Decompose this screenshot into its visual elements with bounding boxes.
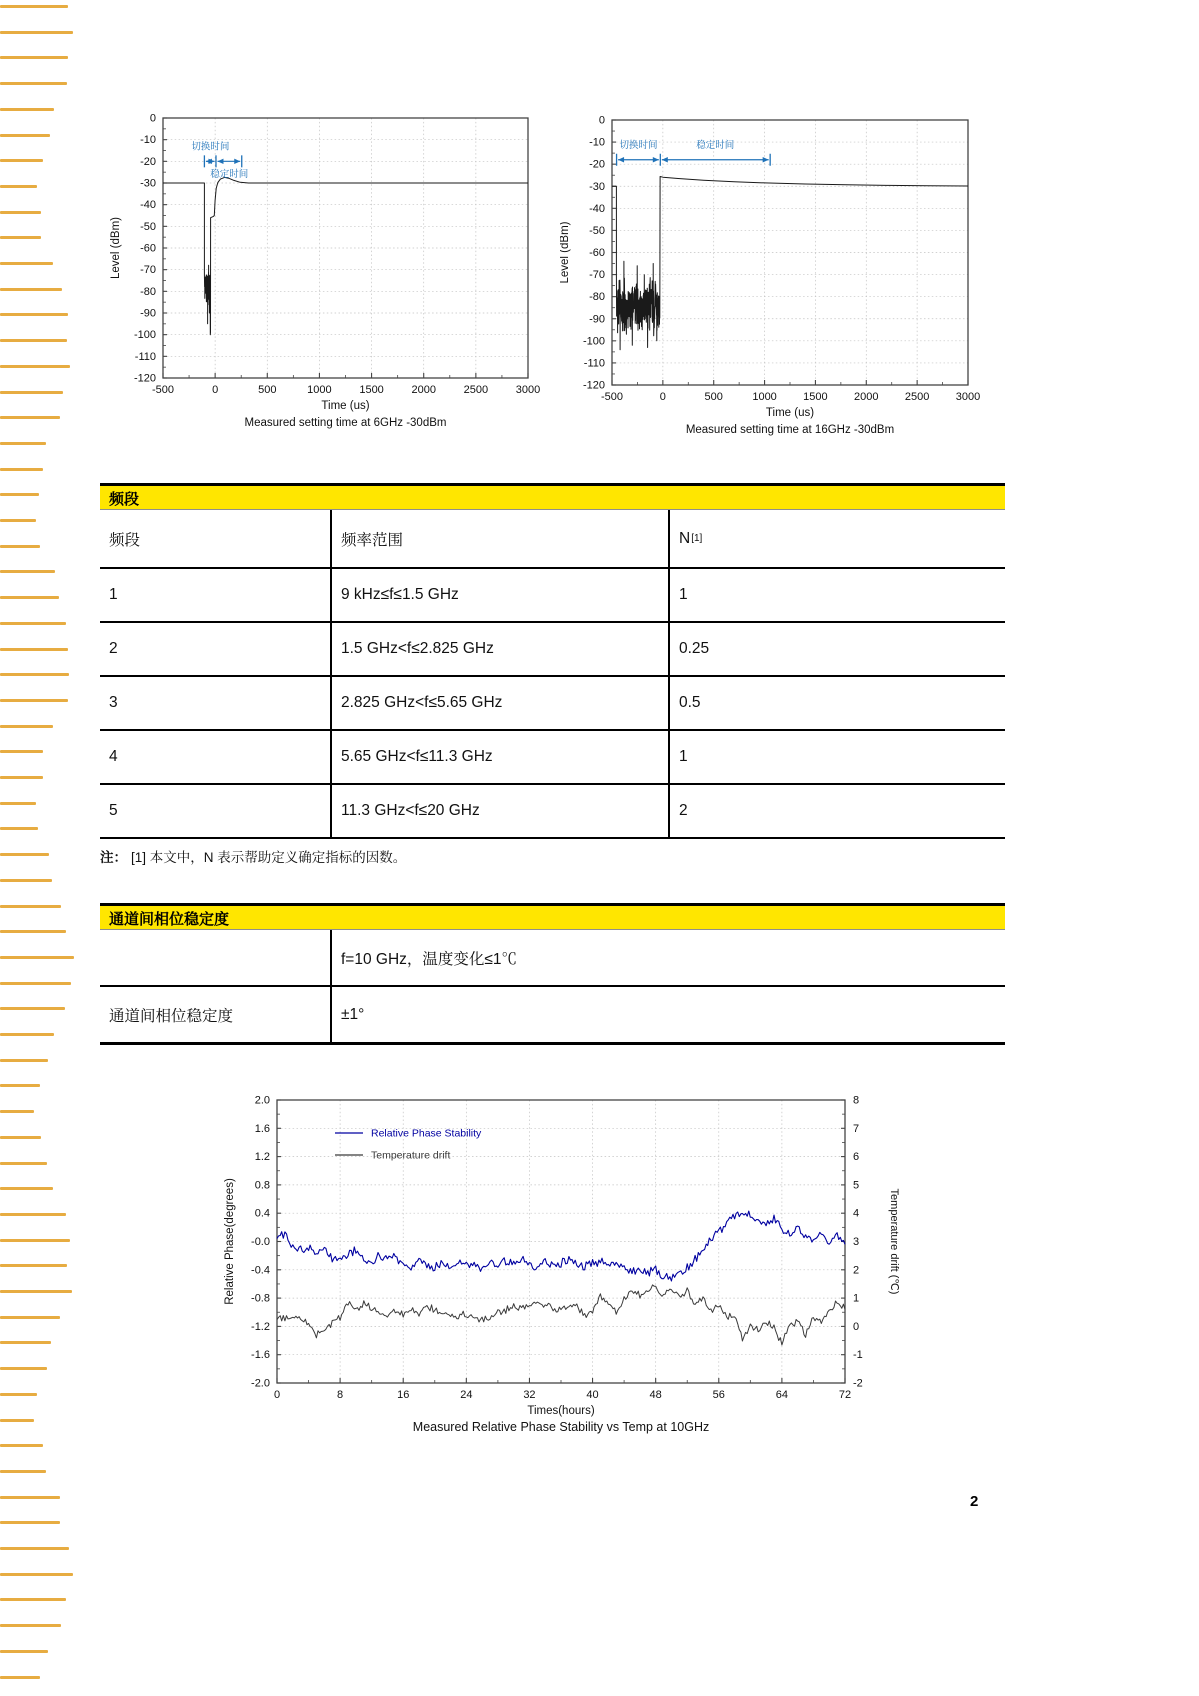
band-table-header-row — [100, 510, 1005, 569]
table-row — [100, 930, 1005, 987]
svg-text:-10: -10 — [589, 136, 605, 149]
decor-line — [0, 519, 36, 522]
decor-line — [0, 82, 67, 85]
svg-text:1: 1 — [853, 1292, 860, 1305]
svg-text:-110: -110 — [583, 357, 605, 370]
svg-text:8: 8 — [337, 1389, 344, 1401]
decor-line — [0, 416, 60, 419]
decor-line — [0, 1290, 72, 1293]
svg-text:切换时间: 切换时间 — [191, 141, 230, 153]
decor-line — [0, 1059, 48, 1062]
svg-text:Level (dBm): Level (dBm) — [560, 221, 571, 284]
svg-text:-100: -100 — [133, 329, 156, 342]
decor-line — [0, 1444, 43, 1447]
svg-text:-500: -500 — [600, 391, 624, 403]
decor-line — [0, 1419, 34, 1422]
svg-text:-2.0: -2.0 — [251, 1377, 270, 1390]
band-table-col-header: N [1] — [668, 510, 1005, 567]
decor-line — [0, 365, 70, 368]
svg-text:Relative Phase(degrees): Relative Phase(degrees) — [224, 1178, 236, 1305]
svg-text:-90: -90 — [589, 313, 605, 326]
phase-stability-table — [100, 903, 1005, 1045]
svg-text:-50: -50 — [140, 220, 156, 233]
svg-text:0: 0 — [149, 112, 156, 125]
decor-line — [0, 1521, 60, 1524]
decor-line — [0, 750, 43, 753]
svg-text:Temperature drift (℃): Temperature drift (℃) — [888, 1188, 900, 1295]
svg-text:-80: -80 — [589, 291, 605, 304]
decor-line — [0, 1136, 41, 1139]
svg-text:-2: -2 — [853, 1377, 863, 1390]
svg-text:切换时间: 切换时间 — [619, 139, 658, 151]
decor-line — [0, 827, 38, 830]
svg-text:1.6: 1.6 — [254, 1122, 270, 1135]
table-cell: 3 — [109, 694, 118, 711]
decor-line — [0, 1033, 54, 1036]
decor-line — [0, 1624, 61, 1627]
svg-text:-50: -50 — [589, 224, 605, 237]
svg-text:1000: 1000 — [752, 391, 777, 403]
svg-text:4: 4 — [853, 1207, 860, 1220]
decor-line — [0, 1341, 51, 1344]
svg-text:Time (us): Time (us) — [321, 400, 370, 412]
decor-line — [0, 1007, 65, 1010]
table-cell: 1 — [668, 731, 1005, 783]
svg-text:3: 3 — [853, 1236, 860, 1248]
table-cell: 5 — [109, 802, 118, 819]
svg-text:2.0: 2.0 — [254, 1094, 270, 1107]
decor-line — [0, 982, 71, 985]
svg-text:72: 72 — [838, 1389, 852, 1401]
decor-line — [0, 853, 49, 856]
svg-text:-120: -120 — [133, 372, 156, 385]
decor-line — [0, 1676, 40, 1679]
decor-line — [0, 930, 66, 933]
decor-line — [0, 956, 74, 959]
svg-text:Relative Phase Stability: Relative Phase Stability — [371, 1127, 482, 1140]
table-row — [100, 569, 1005, 623]
svg-text:Measured setting time at 16GHz: Measured setting time at 16GHz -30dBm — [685, 424, 895, 436]
svg-text:-1.2: -1.2 — [251, 1320, 270, 1333]
svg-text:Measured Relative Phase Stabil: Measured Relative Phase Stability vs Temp at 10GHz — [412, 1420, 710, 1434]
svg-text:0: 0 — [598, 114, 605, 127]
decor-line — [0, 622, 66, 625]
decor-line — [0, 442, 46, 445]
decor-line — [0, 1110, 34, 1113]
decor-line — [0, 570, 55, 573]
decor-line — [0, 1650, 48, 1653]
decor-line — [0, 56, 68, 59]
settling_16ghz-svg — [560, 97, 1030, 447]
decor-line — [0, 1573, 73, 1576]
phase-table-header: 通道间相位稳定度 — [100, 903, 1005, 930]
decor-line — [0, 211, 41, 214]
svg-text:-60: -60 — [140, 242, 156, 255]
table-cell: ±1° — [330, 987, 1005, 1042]
phase-stability-chart — [215, 1085, 935, 1450]
table-note — [100, 846, 406, 866]
table-cell: 通道间相位稳定度 — [109, 1007, 234, 1025]
svg-text:-1: -1 — [853, 1349, 863, 1362]
svg-text:-90: -90 — [140, 307, 156, 320]
table-cell: 1 — [668, 569, 1005, 621]
svg-text:5: 5 — [853, 1179, 860, 1192]
decor-line — [0, 1316, 60, 1319]
svg-text:48: 48 — [649, 1389, 662, 1401]
table-cell: f=10 GHz，温度变化≤1℃ — [330, 930, 1005, 985]
svg-text:2000: 2000 — [854, 391, 879, 403]
table-cell: 9 kHz≤f≤1.5 GHz — [330, 569, 668, 621]
settling-chart-6ghz — [100, 95, 560, 445]
svg-text:Level (dBm): Level (dBm) — [110, 217, 122, 279]
svg-text:-1.6: -1.6 — [251, 1349, 270, 1362]
svg-text:1000: 1000 — [307, 384, 332, 396]
svg-text:1500: 1500 — [359, 384, 384, 396]
svg-text:稳定时间: 稳定时间 — [210, 168, 249, 180]
table-cell: 4 — [109, 748, 118, 765]
svg-text:2000: 2000 — [411, 384, 436, 396]
svg-text:64: 64 — [775, 1389, 789, 1401]
table-cell: 1.5 GHz<f≤2.825 GHz — [330, 623, 668, 675]
svg-text:24: 24 — [460, 1389, 473, 1401]
decor-line — [0, 493, 39, 496]
table-cell: 2 — [668, 785, 1005, 837]
decor-line — [0, 288, 62, 291]
decor-line — [0, 673, 69, 676]
svg-text:-10: -10 — [140, 134, 156, 147]
svg-text:0: 0 — [659, 391, 666, 403]
svg-text:-70: -70 — [589, 269, 605, 282]
svg-text:3000: 3000 — [955, 391, 981, 403]
decor-line — [0, 134, 50, 137]
table-cell: 1 — [109, 586, 118, 603]
decor-line — [0, 1084, 40, 1087]
decor-line — [0, 596, 59, 599]
note-prefix: 注： — [100, 850, 127, 865]
table-row — [100, 987, 1005, 1045]
settling_6ghz-svg — [100, 95, 560, 440]
table-cell: 11.3 GHz<f≤20 GHz — [330, 785, 668, 837]
svg-text:-20: -20 — [589, 158, 605, 171]
svg-text:6: 6 — [853, 1151, 860, 1164]
decor-line — [0, 1393, 37, 1396]
svg-text:2: 2 — [853, 1264, 860, 1277]
settling-chart-16ghz — [560, 97, 1030, 452]
svg-text:Time (us): Time (us) — [765, 407, 815, 419]
svg-text:-30: -30 — [589, 180, 605, 193]
svg-text:2500: 2500 — [904, 391, 930, 403]
svg-text:0.8: 0.8 — [254, 1179, 270, 1192]
svg-text:40: 40 — [586, 1389, 599, 1401]
band-table-header: 频段 — [100, 483, 1005, 510]
svg-text:-20: -20 — [140, 155, 156, 168]
svg-text:500: 500 — [258, 384, 277, 396]
svg-text:-500: -500 — [151, 384, 175, 396]
page-number: 2 — [970, 1493, 979, 1510]
svg-text:Times(hours): Times(hours) — [527, 1405, 595, 1417]
svg-text:2500: 2500 — [463, 384, 489, 396]
svg-text:-40: -40 — [589, 202, 605, 215]
table-cell: 5.65 GHz<f≤11.3 GHz — [330, 731, 668, 783]
table-row — [100, 677, 1005, 731]
decor-line — [0, 339, 67, 342]
decor-line — [0, 262, 53, 265]
svg-text:16: 16 — [397, 1389, 410, 1401]
decor-line — [0, 185, 37, 188]
decor-line — [0, 1598, 66, 1601]
decor-line — [0, 1496, 60, 1499]
decor-line — [0, 5, 68, 8]
decor-line — [0, 699, 68, 702]
svg-text:56: 56 — [712, 1389, 725, 1401]
decor-line — [0, 545, 40, 548]
svg-text:-70: -70 — [140, 264, 156, 277]
decor-line — [0, 159, 43, 162]
svg-text:-60: -60 — [589, 247, 605, 259]
svg-text:3000: 3000 — [515, 384, 541, 396]
svg-text:-0.8: -0.8 — [251, 1292, 270, 1305]
decor-line — [0, 313, 68, 316]
table-cell: 0.25 — [668, 623, 1005, 675]
svg-text:0: 0 — [853, 1320, 860, 1333]
svg-text:-120: -120 — [582, 379, 605, 392]
decor-line — [0, 1187, 53, 1190]
svg-text:-100: -100 — [582, 335, 605, 348]
table-cell: 2 — [109, 640, 118, 657]
svg-text:Measured setting time at 6GHz: Measured setting time at 6GHz -30dBm — [244, 417, 447, 429]
table-row — [100, 731, 1005, 785]
svg-text:-0.0: -0.0 — [251, 1236, 270, 1248]
decor-line — [0, 468, 43, 471]
decor-line — [0, 725, 53, 728]
decor-line — [0, 1162, 47, 1165]
svg-text:-30: -30 — [140, 177, 156, 190]
table-cell — [100, 930, 330, 985]
decor-line — [0, 1213, 66, 1216]
table-cell: 2.825 GHz<f≤5.65 GHz — [330, 677, 668, 729]
svg-text:1.2: 1.2 — [254, 1151, 270, 1164]
decor-line — [0, 905, 61, 908]
decor-line — [0, 31, 73, 34]
svg-text:500: 500 — [704, 391, 723, 403]
band-table — [100, 483, 1005, 839]
svg-text:7: 7 — [853, 1122, 860, 1135]
svg-text:-40: -40 — [140, 199, 156, 212]
decor-line — [0, 879, 52, 882]
decor-line — [0, 776, 43, 779]
band-table-col-header: 频率范围 — [330, 510, 668, 567]
decor-line — [0, 1470, 46, 1473]
table-row — [100, 623, 1005, 677]
svg-text:1500: 1500 — [803, 391, 828, 403]
svg-text:32: 32 — [523, 1389, 536, 1401]
table-row — [100, 785, 1005, 839]
decor-line — [0, 648, 68, 651]
svg-text:8: 8 — [853, 1094, 860, 1107]
decor-line — [0, 236, 41, 239]
svg-text:0: 0 — [273, 1389, 281, 1401]
svg-text:稳定时间: 稳定时间 — [696, 139, 735, 151]
svg-text:0: 0 — [212, 384, 219, 396]
svg-text:Temperature drift: Temperature drift — [371, 1149, 451, 1162]
decor-line — [0, 1367, 47, 1370]
decor-line — [0, 391, 63, 394]
decor-line — [0, 1547, 69, 1550]
svg-text:0.4: 0.4 — [254, 1207, 270, 1220]
decor-line — [0, 108, 54, 111]
svg-text:-0.4: -0.4 — [251, 1264, 270, 1277]
decor-line — [0, 1264, 67, 1267]
band-table-col-header: 频段 — [109, 531, 141, 549]
svg-text:-80: -80 — [140, 285, 156, 298]
decor-line — [0, 802, 36, 805]
table-cell: 0.5 — [668, 677, 1005, 729]
phase_stability-svg — [215, 1085, 935, 1445]
note-text: [1] 本文中，N 表示帮助定义确定指标的因数。 — [131, 850, 407, 865]
svg-text:-110: -110 — [134, 350, 156, 363]
decor-line — [0, 1239, 70, 1242]
